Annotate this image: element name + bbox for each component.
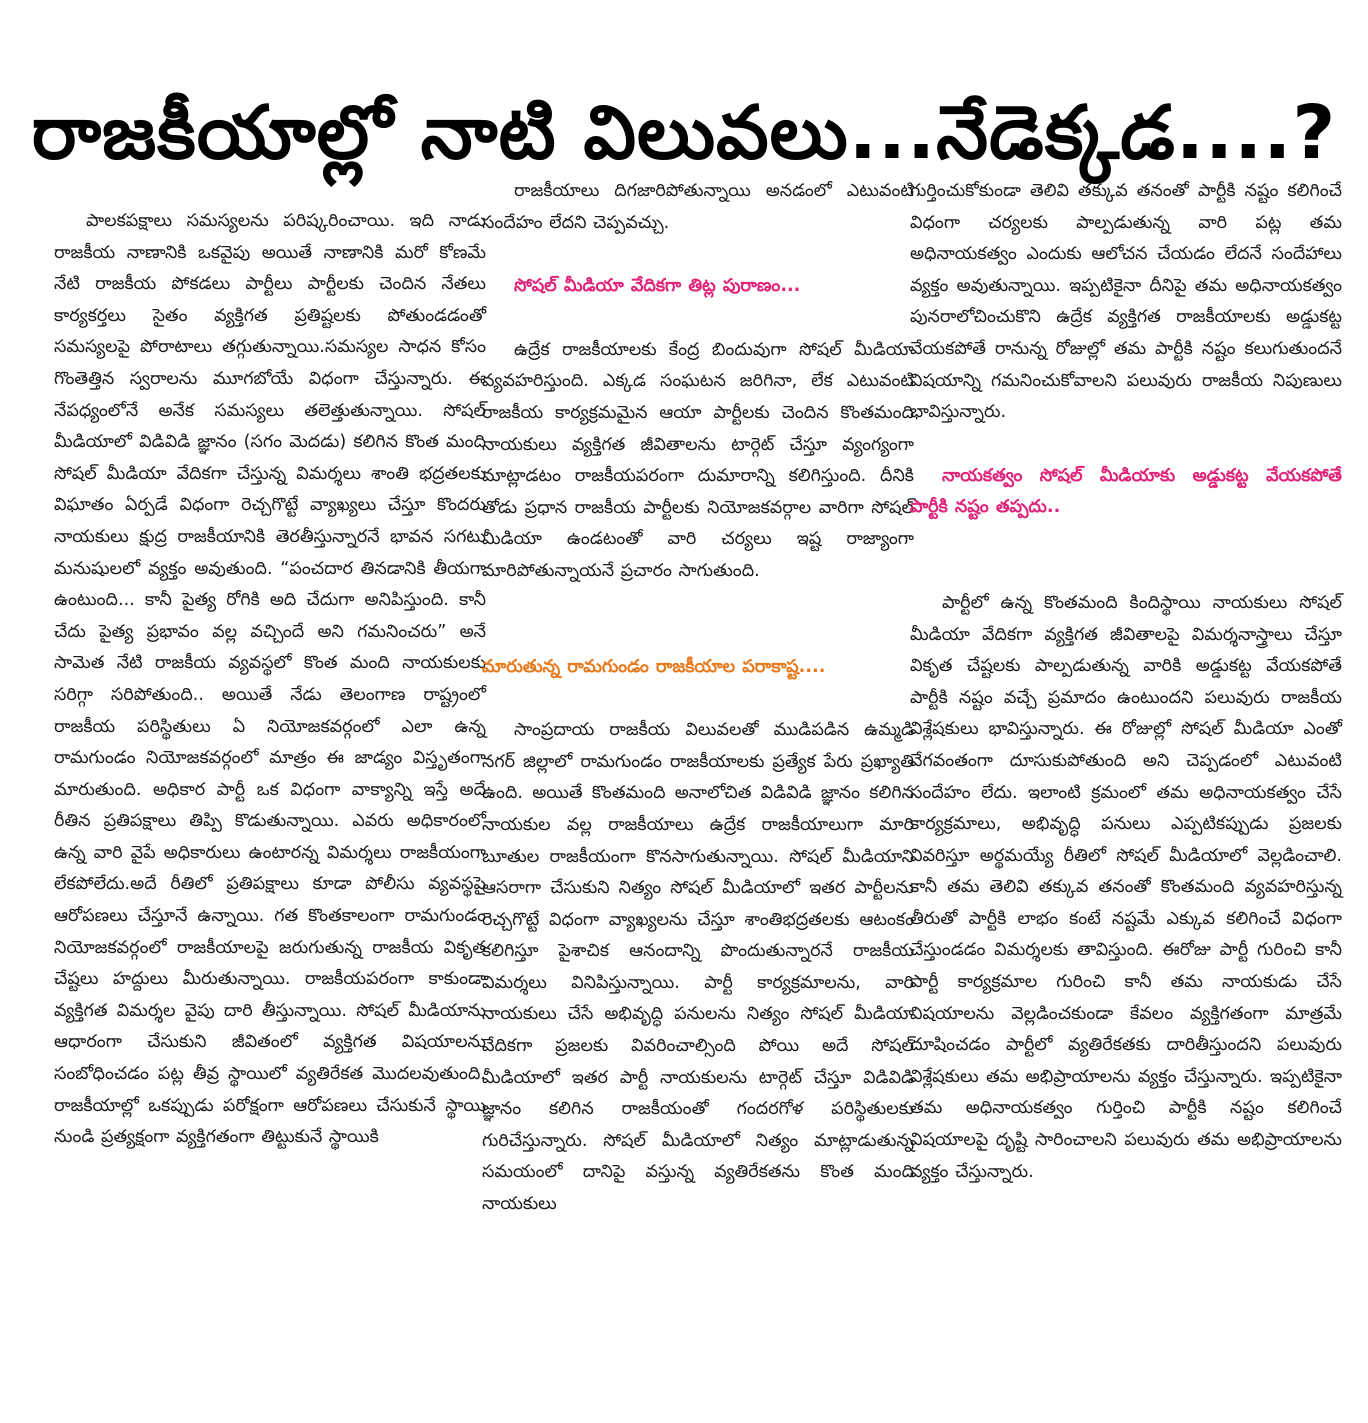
- headline: రాజకీయాల్లో నాటి విలువలు...నేడెక్కడ....?: [31, 89, 1337, 176]
- article-column-1: [54, 206, 486, 1154]
- column1-paragraph-1: పాలకపక్షాలు సమస్యలను పరిష్కరించాయి. ఇది నాడు రాజకీయ నాణానికి ఒకవైపు అయితే నాణానికి మరో కోణమే నేటి రాజకీయ పోకడలు పార్టీలు పార్టీలకు చెందిన నేతలు కార్యకర్తలు సైతం వ్యక్తిగత ప్రతిష్టలకు పోతుండడంతో సమస్యలపై పోరాటాలు తగ్గుతున్నాయి.సమస్యల సాధన కోసం గొంతెత్తిన స్వరాలను మూగబోయే విధంగా చేస్తున్నారు. ఈ నేపధ్యంలోనే అనేక సమస్యలు తలెత్తుతున్నాయి. సోషల్ మీడియాలో విడివిడి జ్ఞానం (సగం మెదడు) కలిగిన కొంత మంది సోషల్ మీడియా వేదికగా చేస్తున్న విమర్శలు శాంతి భద్రతలకు విఘాతం ఏర్పడే విధంగా రెచ్చగొట్టే వ్యాఖ్యలు చేస్తూ కొందరు నాయకులు క్షుద్ర రాజకీయానికి తెరతీస్తున్నారనే భావన సగటు మనుషులలో వ్యక్తం అవుతుంది. “పంచదార తినడానికి తీయగా ఉంటుంది... కానీ పైత్య రోగికి అది చేదుగా అనిపిస్తుంది. కానీ చేదు పైత్య ప్రభావం వల్ల వచ్చిందే అని గమనించరు” అనే సామెత నేటి రాజకీయ వ్యవస్థలో కొంత మంది నాయకులకు సరిగ్గా సరిపోతుంది.. అయితే నేడు తెలంగాణ రాష్ట్రంలో రాజకీయ పరిస్థితులు ఏ నియోజకవర్గంలో ఎలా ఉన్న రామగుండం నియోజకవర్గంలో మాత్రం ఈ జాడ్యం విస్తృతంగా మారుతుంది. అధికార పార్టీ ఒక విధంగా వాక్యాన్ని ఇస్తే అదే రీతిన ప్రతిపక్షాలు తిప్పి కొడుతున్నాయి. ఎవరు అధికారంలో ఉన్న వారి వైపే అధికారులు ఉంటారన్న విమర్శలు రాజకీయంగా లేకపోలేదు.అదే రీతిలో ప్రతిపక్షాలు కూడా పోలీసు వ్యవస్థపై ఆరోపణలు చేస్తూనే ఉన్నాయి. గత కొంతకాలంగా రామగుండం నియోజకవర్గంలో రాజకీయాలపై జరుగుతున్న రాజకీయ వికృత చేష్టలు హద్దులు మీరుతున్నాయి. రాజకీయపరంగా కాకుండా వ్యక్తిగత విమర్శల వైపు దారి తీస్తున్నాయి. సోషల్ మీడియాను ఆధారంగా చేసుకుని జీవితంలో వ్యక్తిగత విషయాలను సంబోధించడం పట్ల తీవ్ర స్థాయిలో వ్యతిరేకత మొదలవుతుంది. రాజకీయాల్లో ఒకప్పుడు పరోక్షంగా ఆరోపణలు చేసుకునే స్థాయి నుండి ప్రత్యక్షంగా వ్యక్తిగతంగా తిట్టుకునే స్థాయికి: [54, 211, 486, 1148]
- article-column-3: [910, 176, 1342, 1188]
- article-column-2: [482, 176, 914, 1221]
- column3-paragraph-1: గుర్తించుకోకుండా తెలివి తక్కువ తనంతో పార్టీకి నష్టం కలిగించే విధంగా చర్యలకు పాల్పడుతున్న వారి పట్ల తమ అధినాయకత్వం ఎందుకు ఆలోచన చేయడం లేదనే సందేహాలు వ్యక్తం అవుతున్నాయి. ఇప్పటికైనా దీనిపై తమ అధినాయకత్వం పునరాలోచించుకొని ఉద్రేక వ్యక్తిగత రాజకీయాలకు అడ్డుకట్ట వేయకపోతే రానున్న రోజుల్లో తమ పార్టీకి నష్టం కలుగుతుందనే విషయాన్ని గమనించుకోవాలని పలువురు రాజకీయ నిపుణులు భావిస్తున్నారు.: [910, 181, 1342, 423]
- column2-paragraph-1: రాజకీయాలు దిగజారిపోతున్నాయి అనడంలో ఎటువంటి సందేహం లేదని చెప్పవచ్చు.: [482, 181, 914, 233]
- subheading-ramagundam: మారుతున్న రామగుండం రాజకీయాల పరాకాష్ట....: [482, 656, 826, 677]
- subheading-social-media: సోషల్ మీడియా వేదికగా తిట్ల పురాణం...: [514, 276, 801, 297]
- column2-paragraph-3: సాంప్రదాయ రాజకీయ విలువలతో ముడిపడిన ఉమ్మడి నగర్ జిల్లాలో రామగుండం రాజకీయాలకు ప్రత్యేక పేరు ప్రఖ్యాతి ఉంది. అయితే కొంతమంది అనాలోచిత విడివిడి జ్ఞానం కలిగిన నాయకుల వల్ల రాజకీయాలు ఉద్రేక రాజకీయాలుగా మారి బూతుల రాజకీయంగా కొనసాగుతున్నాయి. సోషల్ మీడియాని ఆసరాగా చేసుకుని నిత్యం సోషల్ మీడియాలో ఇతర పార్టీలను రెచ్చగొట్టే విధంగా వ్యాఖ్యలను చేస్తూ శాంతిభద్రతలకు ఆటంకం కలిగిస్తూ పైశాచిక ఆనందాన్ని పొందుతున్నారనే రాజకీయ విమర్శలు వినిపిస్తున్నాయి. పార్టీ కార్యక్రమాలను, వారి నాయకులు చేసే అభివృద్ధి పనులను నిత్యం సోషల్ మీడియా వేదికగా ప్రజలకు వివరించాల్సింది పోయి అదే సోషల్ మీడియాలో ఇతర పార్టీ నాయకులను టార్గెట్ చేస్తూ విడివిడి జ్ఞానం కలిగిన రాజకీయంతో గందరగోళ పరిస్థితులకు గురిచేస్తున్నారు. సోషల్ మీడియాలో నిత్యం మాట్లాడుతున్న సమయంలో దానిపై వస్తున్న వ్యతిరేకతను కొంత మంది నాయకులు: [482, 720, 914, 1215]
- subheading-leadership: నాయకత్వం సోషల్ మీడియాకు అడ్డుకట్ట వేయకపోతే పార్టీకి నష్టం తప్పదు..: [910, 465, 1342, 518]
- column2-paragraph-2: ఉద్రేక రాజకీయాలకు కేంద్ర బిందువుగా సోషల్ మీడియా వ్యవహరిస్తుంది. ఎక్కడ సంఘటన జరిగినా, లేక ఎటువంటి రాజకీయ కార్యక్రమమైన ఆయా పార్టీలకు చెందిన కొంతమంది నాయకులు వ్యక్తిగత జీవితాలను టార్గెట్ చేస్తూ వ్యంగ్యంగా మాట్లాడటం రాజకీయపరంగా దుమారాన్ని కలిగిస్తుంది. దీనికి తోడు ప్రధాన రాజకీయ పార్టీలకు నియోజకవర్గాల వారిగా సోషల్ మీడియా ఉండటంతో వారి చర్యలు ఇష్ట రాజ్యాంగా మారిపోతున్నాయనే ప్రచారం సాగుతుంది.: [482, 339, 914, 581]
- column3-paragraph-2: పార్టీలో ఉన్న కొంతమంది కిందిస్థాయి నాయకులు సోషల్ మీడియా వేదికగా వ్యక్తిగత జీవితాలపై విమర్శనాస్త్రాలు చేస్తూ వికృత చేష్టలకు పాల్పడుతున్న వారికి అడ్డుకట్ట వేయకపోతే పార్టీకి నష్టం వచ్చే ప్రమాదం ఉంటుందని పలువురు రాజకీయ విశ్లేషకులు భావిస్తున్నారు. ఈ రోజుల్లో సోషల్ మీడియా ఎంతో వేగవంతంగా దూసుకుపోతుంది అని చెప్పడంలో ఎటువంటి సందేహం లేదు. ఇలాంటి క్రమంలో తమ అధినాయకత్వం చేసే కార్యక్రమాలు, అభివృద్ధి పనులు ఎప్పటికప్పుడు ప్రజలకు వివరిస్తూ అర్థమయ్యే రీతిలో సోషల్ మీడియాలో వెల్లడించాలి. కానీ తమ తెలివి తక్కువ తనంతో కొంతమంది వ్యవహరిస్తున్న తీరుతో పార్టీకి లాభం కంటే నష్టమే ఎక్కువ కలిగించే విధంగా చేస్తుండడం విమర్శలకు తావిస్తుంది. ఈరోజు పార్టీ గురించి కానీ పార్టీ కార్యక్రమాల గురించి కానీ తమ నాయకుడు చేసే విషయాలను వెల్లడించకుండా కేవలం వ్యక్తిగతంగా మాత్రమే దూషించడం పార్టీలో వ్యతిరేకతకు దారితీస్తుందని పలువురు విశ్లేషకులు తమ అభిప్రాయాలను వ్యక్తం చేస్తున్నారు. ఇప్పటికైనా తమ అధినాయకత్వం గుర్తించి పార్టీకి నష్టం కలిగించే విషయాలపై దృష్టి సారించాలని పలువురు తమ అభిప్రాయాలను వ్యక్తం చేస్తున్నారు.: [910, 592, 1342, 1182]
